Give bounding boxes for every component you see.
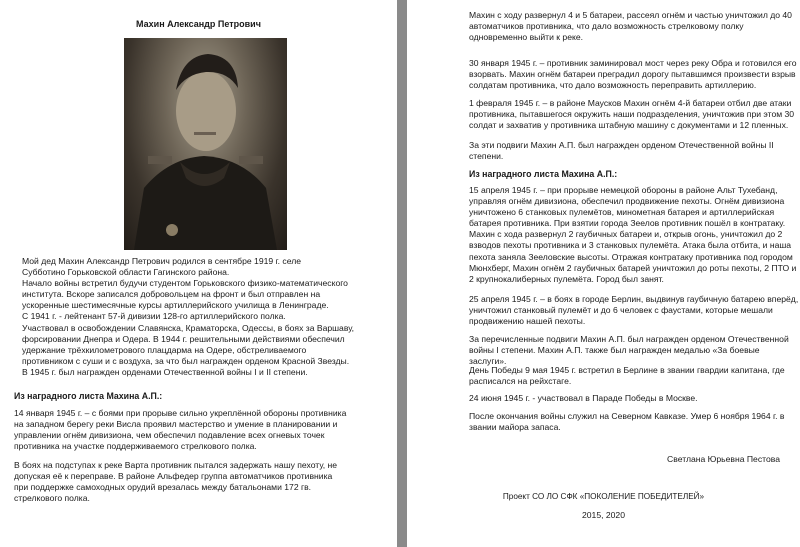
right-paragraph-8: День Победы 9 мая 1945 г. встретил в Берлине в звании гвардии капитана, где расписался на рейхстаге. <box>469 365 785 387</box>
right-page <box>407 0 800 547</box>
right-paragraph-5: 15 апреля 1945 г. – при прорыве немецкой обороны в районе Альт Тухебанд, управляя огнём дивизиона, обеспечил продвижение пехоты. Огнём дивизиона уничтожено 6 станковых пулемётов, минометная батарея и артиллерийская батарея противника. При взятии города Зеелов противник пошёл в контратаку. Махин с хода развернул 2 гаубичных батареи и, открыв огонь, уничтожил до 2 взводов пехоты противника и 3 станковых пулемёта. Атака была отбита, и наша пехота заняла Зееловские высоты. Отражая контратаку противника под городом Мюнхберг, Махин огнём 2 гаубичных батарей уничтожил до роты пехоты, 2 ПТО и 2 крупнокалиберных пулемёта. Город был занят. <box>469 185 797 284</box>
right-paragraph-2: 30 января 1945 г. – противник заминировал мост через реку Обра и готовился его взорвать. Махин огнём батареи преградил дорогу пытавшимся произвести взрыв солдатам противника, что дало возможность переправить артиллерию. <box>469 58 797 91</box>
right-paragraph-6: 25 апреля 1945 г. – в боях в городе Берлин, выдвинув гаубичную батарею вперёд, уничтожил станковый пулемёт и до 6 человек с фаустами, которые мешали продвижению нашей пехоты. <box>469 294 799 327</box>
right-paragraph-3: 1 февраля 1945 г. – в районе Маусков Махин огнём 4-й батареи отбил две атаки противника, пытавшегося окружить наши подразделения, уничтожив при этом 30 солдат и захватив у противника штабную машину с документами и 12 пленных. <box>469 98 795 131</box>
award-paragraph-2: В боях на подступах к реке Варта противник пытался задержать нашу пехоту, не допуская её к переправе. В районе Альфедер группа автоматчиков противника при поддержке самоходных орудий врезалась между батальонами 172 гв. стрелкового полка. <box>14 460 338 504</box>
right-paragraph-7: За перечисленные подвиги Махин А.П. был награжден орденом Отечественной войны I степени. Махин А.П. также был награжден медалью «За боевые заслуги». <box>469 334 789 367</box>
author-signature: Светлана Юрьевна Пестова <box>667 454 780 464</box>
project-name: Проект СО ЛО СФК «ПОКОЛЕНИЕ ПОБЕДИТЕЛЕЙ» <box>502 492 705 501</box>
right-paragraph-10: После окончания войны служил на Северном Кавказе. Умер 6 ноября 1964 г. в звании майора запаса. <box>469 411 785 433</box>
page-title: Махин Александр Петрович <box>136 19 261 29</box>
portrait-photo <box>124 38 287 250</box>
award-heading-left: Из наградного листа Махина А.П.: <box>14 391 163 401</box>
right-paragraph-4: За эти подвиги Махин А.П. был награжден орденом Отечественной войны II степени. <box>469 140 774 162</box>
award-paragraph-1: 14 января 1945 г. – с боями при прорыве сильно укреплённой обороны противника на западном берегу реки Висла проявил мастерство и умение в планировании и управлении огнём дивизиона, чем обеспечил подавление всех огневых точек противника на участке поддерживаемого стрелкового полка. <box>14 408 347 452</box>
bio-paragraph: Мой дед Махин Александр Петрович родился в сентябре 1919 г. селе Субботино Горьковской области Гагинского района. Начало войны встретил будучи студентом Горьковского физико-математического института. Вскоре записался добровольцем на фронт и был отправлен на ускоренные шестимесячные курсы артиллерийского училища в Ленинграде. С 1941 г. - лейтенант 57-й дивизии 128-го артиллерийского полка. Участвовал в освобождении Славянска, Краматорска, Одессы, в боях за Варшаву, форсировании Днепра и Одера. В 1944 г. решительными действиями обеспечил удержание трёхкилометрового плацдарма на Одере, обстреливаемого противником с суши и с воздуха, за что был награжден орденом Красной Звезды. В 1945 г. был награжден орденами Отечественной войны I и II степени. <box>22 256 355 377</box>
left-page <box>0 0 397 547</box>
project-years: 2015, 2020 <box>581 510 625 520</box>
right-paragraph-9: 24 июня 1945 г. - участвовал в Параде Победы в Москве. <box>469 393 698 403</box>
award-heading-right: Из наградного листа Махина А.П.: <box>469 169 618 179</box>
right-paragraph-1: Махин с ходу развернул 4 и 5 батареи, рассеял огнём и частью уничтожил до 40 автоматчиков противника, что дало возможность стрелковому полку одновременно выйти к реке. <box>469 10 792 43</box>
